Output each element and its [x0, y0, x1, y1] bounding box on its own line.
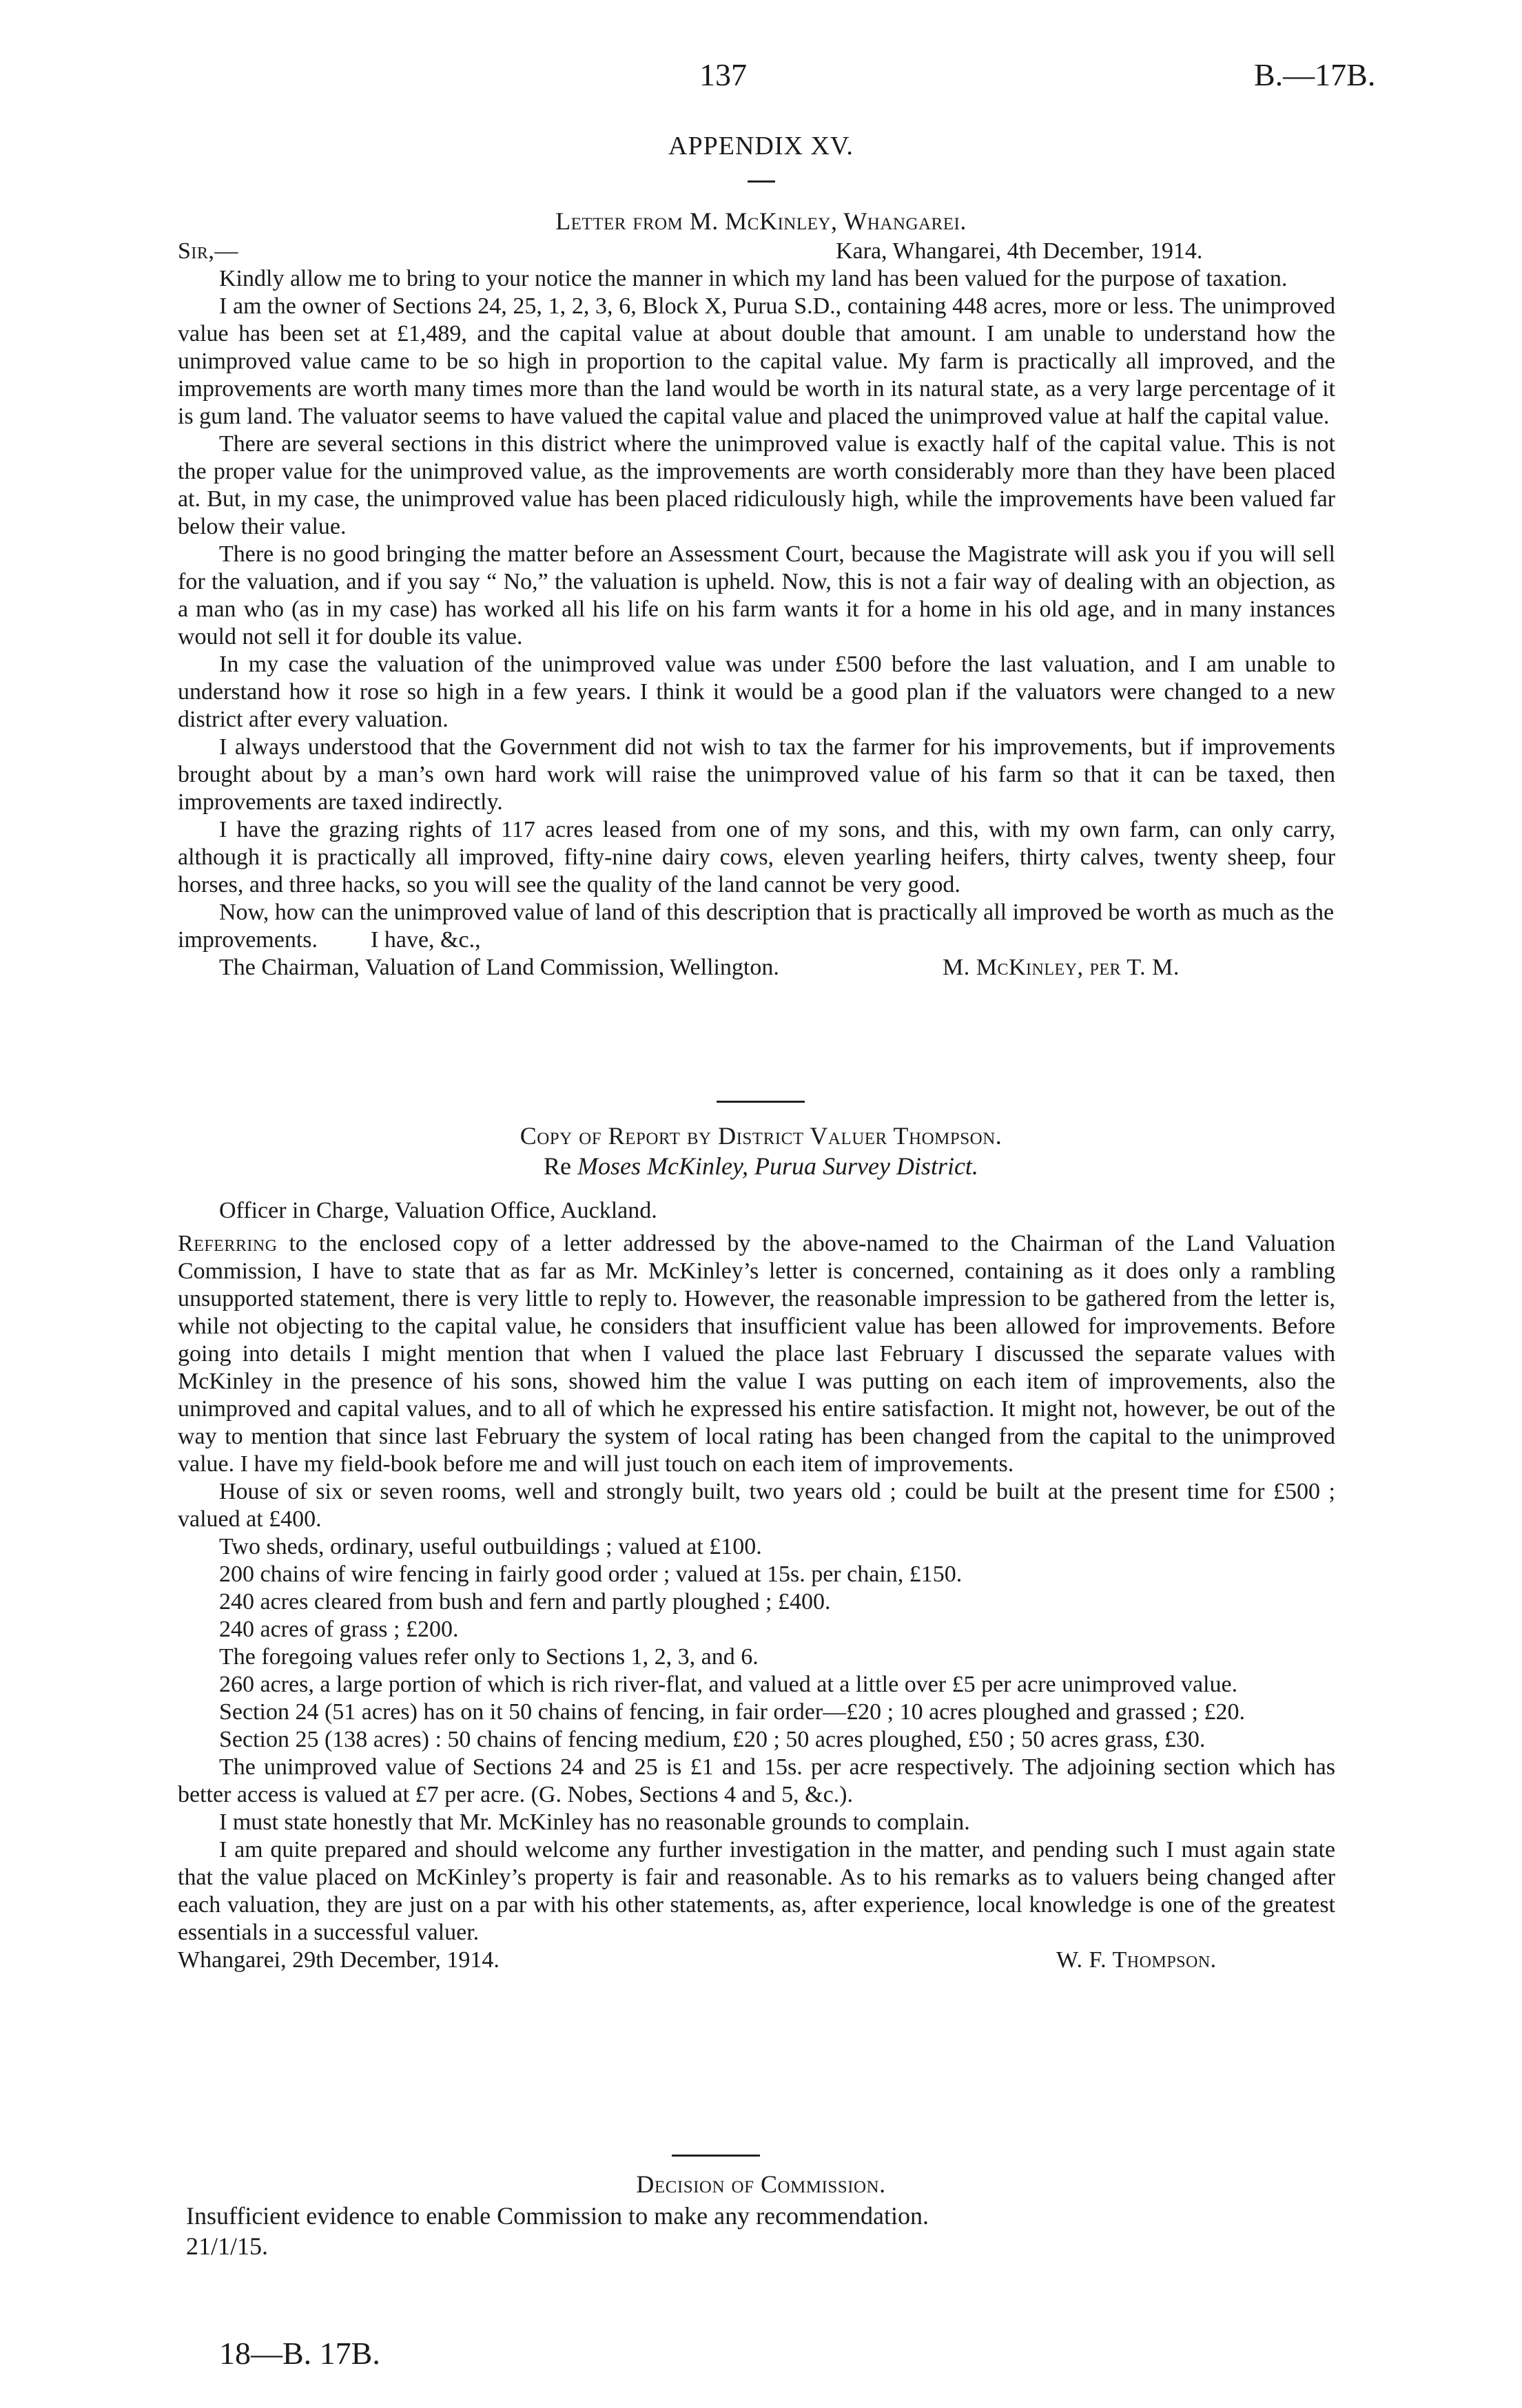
letter-paragraph: I am the owner of Sections 24, 25, 1, 2, 3, 6, Block X, Purua S.D., containing 448 acres, more or less. The unimproved value has been set at £1,489, and the capital value at about double that amount. I am unable to understand how the unimproved value came to be so high in proportion to the capital value. My farm is practically all improved, and the improvements are worth many times more than the land would be worth in its natural state, as a very large percentage of it is gum land. The valuator seems to have valued the capital value and placed the unimproved value at half the capital value.: [178, 293, 1335, 429]
title-divider: [748, 180, 775, 183]
improvement-item: House of six or seven rooms, well and strongly built, two years old ; could be built at the present time for £500 ; valued at £400.: [178, 1479, 1335, 1532]
letter-closing-row: [178, 899, 1335, 954]
improvements-list: [178, 1478, 1335, 1754]
decision-date: 21/1/15.: [186, 2232, 269, 2260]
decision-block: [186, 2201, 929, 2261]
report-signature-row: [178, 1947, 1335, 1974]
letter-closing-phrase: I have, &c.,: [371, 927, 481, 953]
report-subheading: [0, 1152, 1522, 1181]
letter-signature: M. McKinley, per T. M.: [943, 955, 1180, 980]
letter-salutation: Sir,—: [178, 238, 238, 264]
footer-reference: 18—B. 17B.: [219, 2336, 380, 2371]
improvement-item: 240 acres of grass ; £200.: [219, 1617, 459, 1642]
improvement-item: 200 chains of wire fencing in fairly good order ; valued at 15s. per chain, £150.: [219, 1561, 963, 1587]
section-divider: [672, 2155, 760, 2157]
report-opening-word: Referring: [178, 1231, 278, 1256]
improvement-item: Two sheds, ordinary, useful outbuildings ; valued at £100.: [219, 1534, 762, 1559]
letter-addressee: The Chairman, Valuation of Land Commission, Wellington.: [219, 955, 779, 980]
section-divider: [717, 1101, 805, 1103]
report-paragraph: The unimproved value of Sections 24 and 25 is £1 and 15s. per acre respectively. The adjoining section which has better access is valued at £7 per acre. (G. Nobes, Sections 4 and 5, &c.).: [178, 1754, 1335, 1807]
improvement-item: The foregoing values refer only to Sections 1, 2, 3, and 6.: [219, 1644, 759, 1670]
document-reference: B.—17B.: [1254, 57, 1376, 92]
letter-signature-row: [178, 954, 1335, 982]
letter-body: [178, 238, 1335, 982]
improvement-item: Section 25 (138 acres) : 50 chains of fencing medium, £20 ; 50 acres ploughed, £50 ; 50 acres grass, £30.: [219, 1727, 1206, 1752]
report-addressee: Officer in Charge, Valuation Office, Auckland.: [219, 1198, 657, 1223]
report-subheading-title: Moses McKinley, Purua Survey District.: [577, 1152, 978, 1180]
improvement-item: 240 acres cleared from bush and fern and partly ploughed ; £400.: [219, 1589, 831, 1615]
improvement-item: Section 24 (51 acres) has on it 50 chains of fencing, in fair order—£20 ; 10 acres ploughed and grassed ; £20.: [219, 1699, 1245, 1725]
letter-paragraph: I always understood that the Government did not wish to tax the farmer for his improvements, but if improvements brought about by a man’s own hard work will raise the unimproved value of his farm so that it can be taxed, then improvements are taxed indirectly.: [178, 734, 1335, 815]
report-body: [178, 1197, 1335, 1974]
letter-opening-row: [178, 238, 1335, 265]
letter-address-date: Kara, Whangarei, 4th December, 1914.: [836, 238, 1203, 264]
decision-text: Insufficient evidence to enable Commission to make any recommendation.: [186, 2202, 929, 2230]
letter-closing-text: Now, how can the unimproved value of land of this description that is practically all improved be worth as much as the improvements.: [178, 900, 1335, 953]
report-subheading-prefix: Re: [544, 1152, 572, 1180]
letter-heading: Letter from M. McKinley, Whangarei.: [555, 207, 967, 235]
page-number: 137: [699, 57, 747, 92]
report-signature: W. F. Thompson.: [1056, 1947, 1217, 1973]
report-opening-text: to the enclosed copy of a letter addressed by the above-named to the Chairman of the Land Valuation Commission, I have to state that as far as Mr. McKinley’s letter is concerned, containing as it does only a rambling unsupported statement, there is very little to reply to. However, the reasonable impression to be gathered from the letter is, while not objecting to the capital value, he considers that insufficient value has been allowed for improvements. Before going into details I might mention that when I valued the place last February I discussed the separate values with McKinley in the presence of his sons, showed him the value I was putting on each item of improvements, also the unimproved and capital values, and to all of which he expressed his entire satisfaction. It might not, however, be out of the way to mention that since last February the system of local rating has been changed from the capital to the unimproved value. I have my field-book before me and will just touch on each item of improvements.: [178, 1231, 1335, 1477]
improvement-item: 260 acres, a large portion of which is rich river-flat, and valued at a little over £5 per acre unimproved value.: [219, 1672, 1238, 1697]
letter-paragraph: There are several sections in this district where the unimproved value is exactly half of the capital value. This is not the proper value for the unimproved value, as the improvements are worth considerably more than they have been placed at. But, in my case, the unimproved value has been placed ridiculously high, while the improvements have been valued far below their value.: [178, 431, 1335, 539]
report-paragraph: I must state honestly that Mr. McKinley has no reasonable grounds to complain.: [219, 1809, 970, 1835]
letter-paragraph: There is no good bringing the matter before an Assessment Court, because the Magistrate will ask you if you will sell for the valuation, and if you say “ No,” the valuation is upheld. Now, this is not a fair way of dealing with an objection, as a man who (as in my case) has worked all his life on his farm wants it for a home in his old age, and in many instances would not sell it for double its value.: [178, 541, 1335, 650]
report-paragraph: I am quite prepared and should welcome any further investigation in the matter, and pending such I must again state that the value placed on McKinley’s property is fair and reasonable. As to his remarks as to valuers being changed after each valuation, they are just on a par with his other statements, as, after experience, local knowledge is one of the greatest essentials in a successful valuer.: [178, 1837, 1335, 1945]
letter-paragraph: I have the grazing rights of 117 acres leased from one of my sons, and this, with my own farm, can only carry, although it is practically all improved, fifty-nine dairy cows, eleven yearling heifers, thirty calves, twenty sheep, four horses, and three hacks, so you will see the quality of the land cannot be very good.: [178, 817, 1335, 897]
report-opening-paragraph: [178, 1230, 1335, 1478]
appendix-title: APPENDIX XV.: [668, 132, 854, 160]
decision-heading: Decision of Commission.: [636, 2170, 886, 2198]
letter-paragraph: In my case the valuation of the unimproved value was under £500 before the last valuation, and I am unable to understand how it rose so high in a few years. I think it would be a good plan if the valuators were changed to a new district after every valuation.: [178, 652, 1335, 732]
report-place-date: Whangarei, 29th December, 1914.: [178, 1947, 500, 1973]
letter-closing-paragraph: [178, 899, 1335, 954]
letter-paragraph: Kindly allow me to bring to your notice the manner in which my land has been valued for the purpose of taxation.: [219, 266, 1288, 291]
report-heading: Copy of Report by District Valuer Thompson.: [520, 1122, 1002, 1150]
